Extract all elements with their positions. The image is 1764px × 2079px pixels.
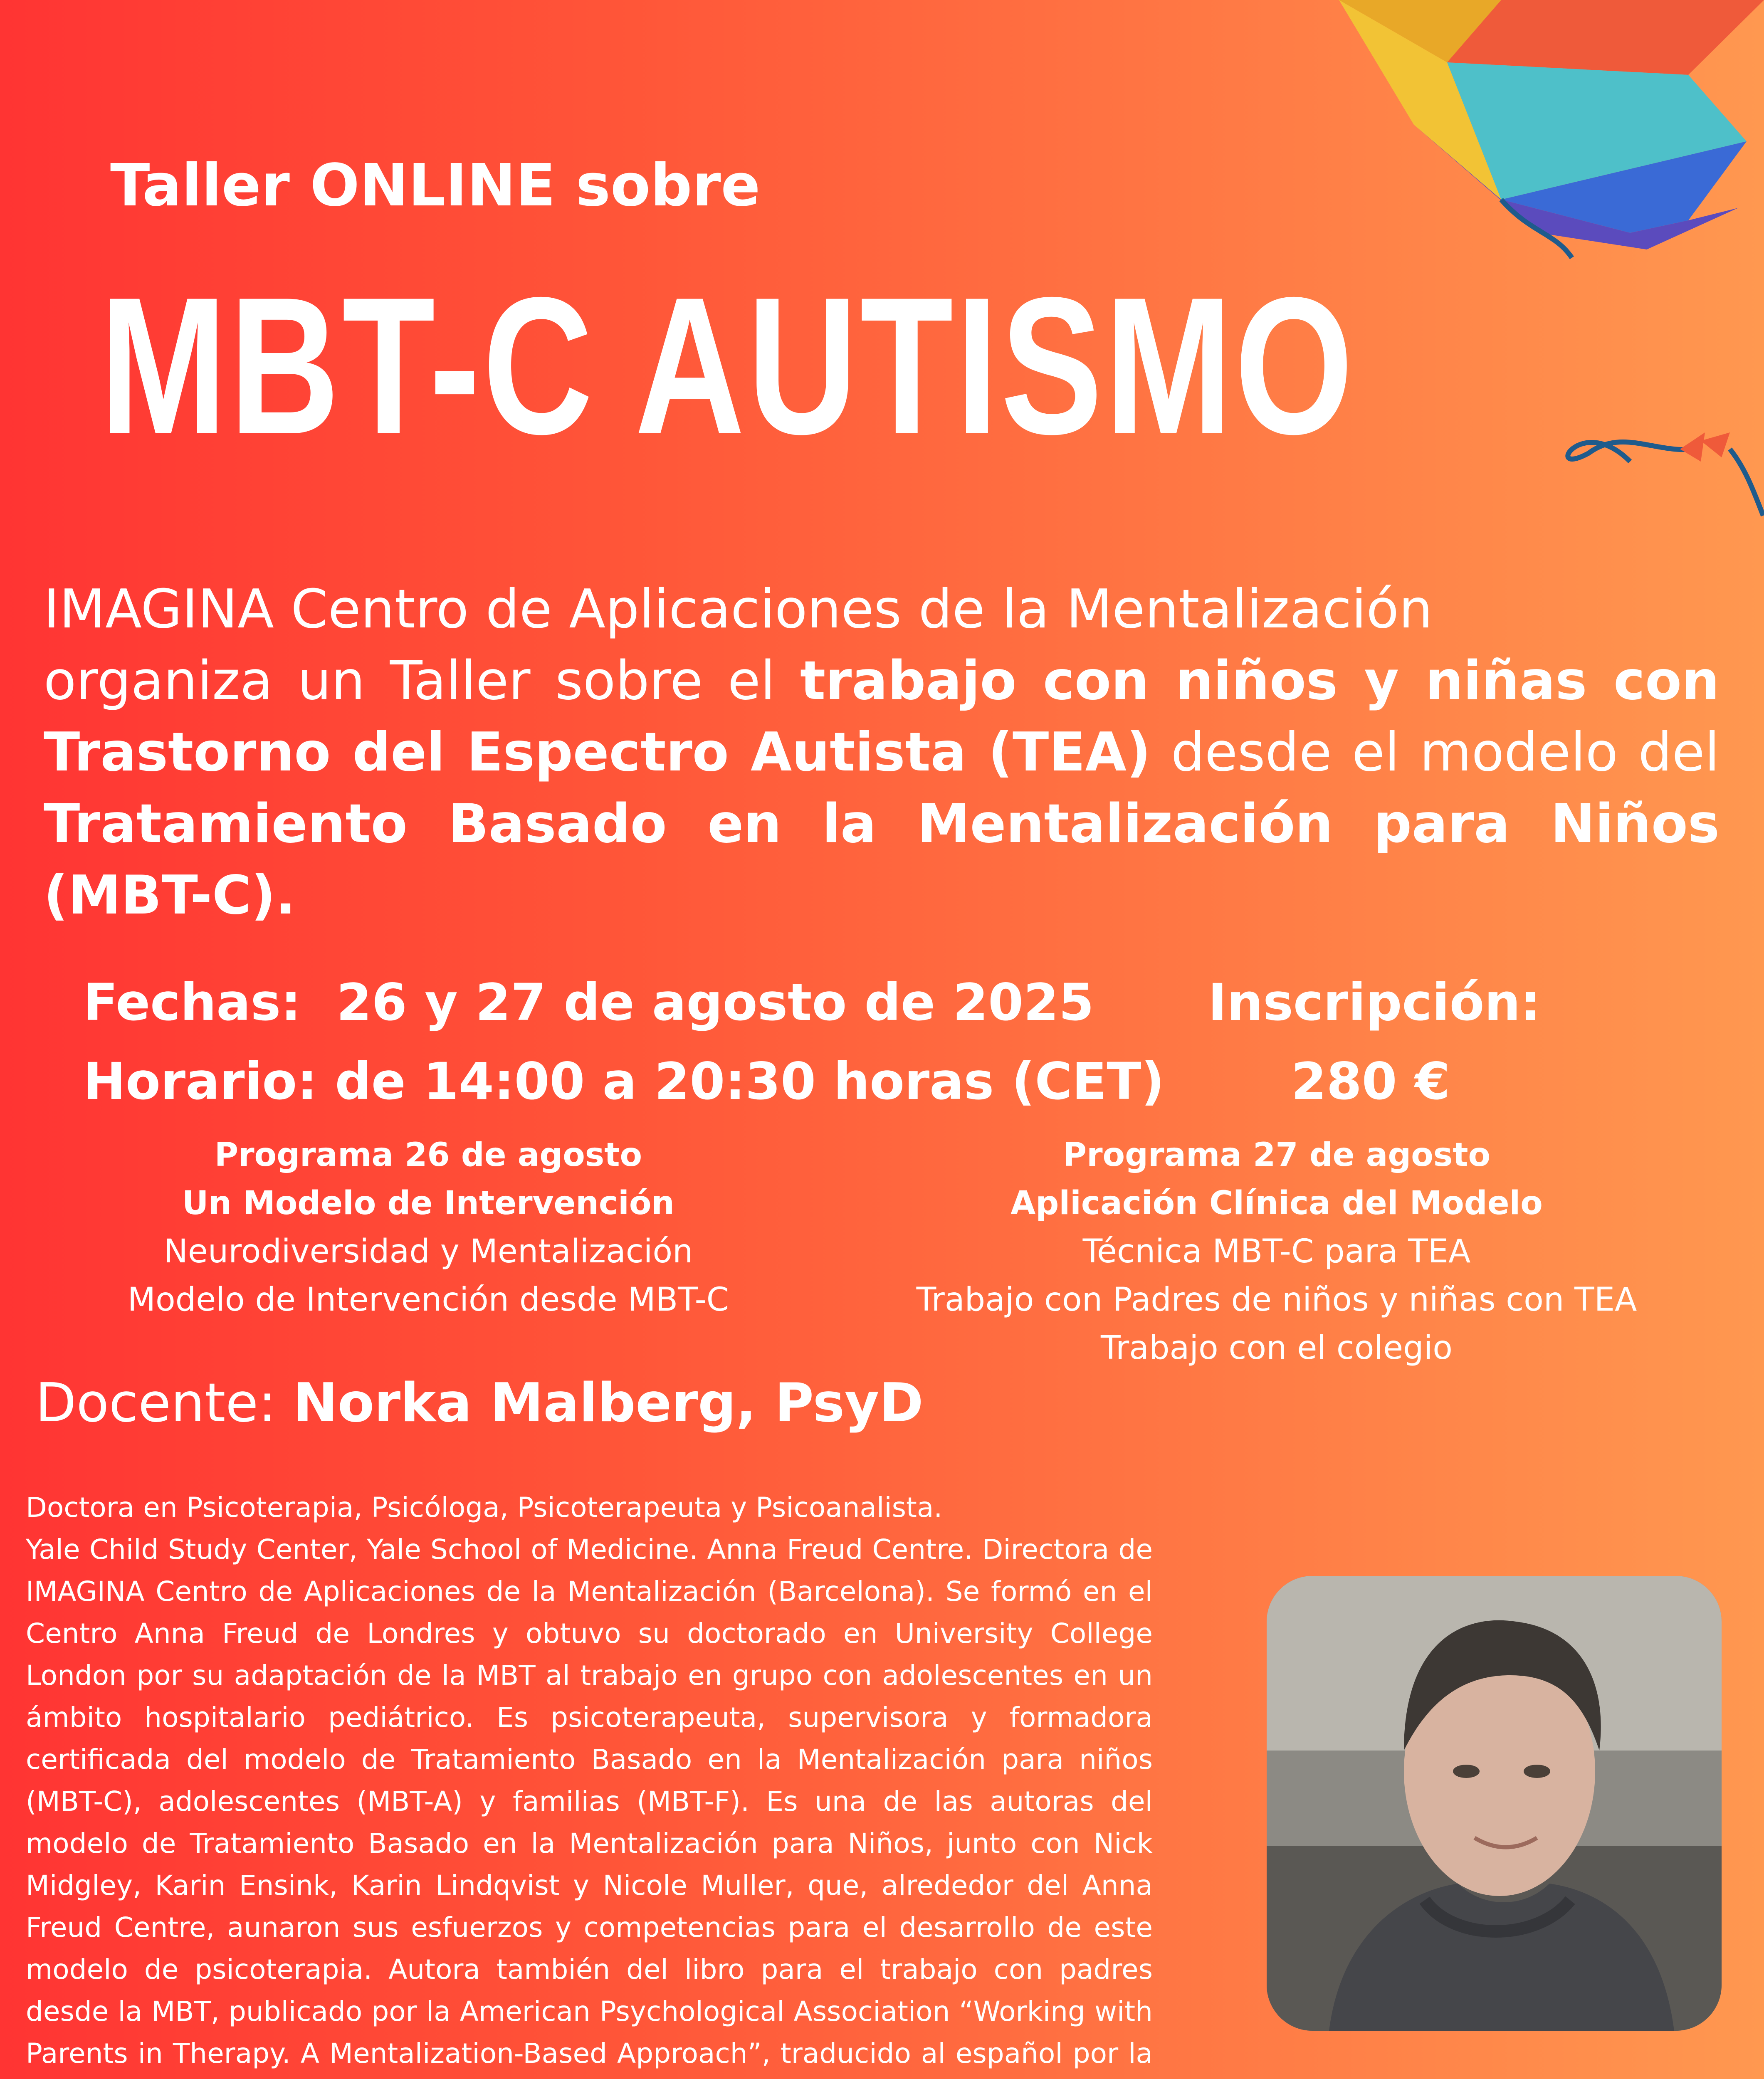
intro-text-2: organiza un Taller sobre el xyxy=(44,650,800,712)
program-item: Técnica MBT-C para TEA xyxy=(1082,1233,1471,1270)
docente-bio xyxy=(26,1486,1153,2079)
bio-line-1: Doctora en Psicoterapia, Psicóloga, Psicoterapeuta y Psicoanalista. xyxy=(26,1491,943,1523)
program-subheading: Un Modelo de Intervención xyxy=(182,1185,674,1222)
docente-heading xyxy=(35,1372,924,1434)
subtitle: Taller ONLINE sobre xyxy=(110,152,761,220)
kite-string-icon xyxy=(1555,387,1764,528)
docente-name: Norka Malberg, PsyD xyxy=(293,1372,924,1434)
intro-line-1: IMAGINA Centro de Aplicaciones de la Mentalización xyxy=(44,578,1433,640)
inscripcion-label: Inscripción: xyxy=(1208,973,1541,1032)
intro-paragraph xyxy=(44,574,1720,931)
intro-bold-2: Tratamiento Basado en la Mentalización para Niños (MBT-C). xyxy=(44,793,1720,926)
docente-label: Docente: xyxy=(35,1372,293,1434)
horario-row xyxy=(83,1052,1164,1111)
fechas-label: Fechas: xyxy=(83,973,301,1032)
docente-photo xyxy=(1267,1576,1722,2031)
program-heading: Programa 27 de agosto xyxy=(1062,1136,1491,1174)
program-heading: Programa 26 de agosto xyxy=(214,1136,642,1174)
horario-label: Horario: xyxy=(83,1052,317,1111)
program-day-2 xyxy=(902,1131,1651,1372)
portrait-image xyxy=(1267,1576,1722,2031)
program-item: Modelo de Intervención desde MBT-C xyxy=(127,1281,729,1319)
bio-text: Yale Child Study Center, Yale School of Medicine. Anna Freud Centre. Directora de IMAGINA Centro de Aplicaciones de la Mentalización (Barcelona). Se formó en el Centro Anna Freud de Londres y obtuvo su doctorado en University College London por su adaptación de la MBT al trabajo en grupo con adolescentes en un ámbito hospitalario pediátrico. Es psicoterapeuta, supervisora y formadora certificada del modelo de Tratamiento Basado en la Mentalización para niños (MBT-C), adolescentes (MBT-A) y familias (MBT-F). Es una de las autoras del modelo de Tratamiento Basado en la Mentalización para Niños, junto con Nick Midgley, Karin Ensink, Karin Lindqvist y Nicole Muller, que, alrededor del Anna Freud Centre, aunaron sus esfuerzos y competencias para el desarrollo de este modelo de psicoterapia. Autora también del libro para el trabajo con padres desde la MBT, publicado por la American Psychological Association “Working with Parents in Therapy. A Mentalization-Based Approach”, traducido al español por la xyxy=(26,1533,1153,2069)
fechas-value: 26 y 27 de agosto de 2025 xyxy=(336,973,1094,1032)
intro-bold-1: trabajo con niños y niñas con Trastorno del Espectro Autista (TEA) xyxy=(44,650,1720,783)
program-item: Neurodiversidad y Mentalización xyxy=(163,1233,693,1270)
program-subheading: Aplicación Clínica del Modelo xyxy=(1010,1185,1543,1222)
intro-text-3: desde el modelo del xyxy=(1151,721,1720,783)
inscripcion-price: 280 € xyxy=(1291,1052,1450,1111)
fechas-row xyxy=(83,973,1094,1032)
page-title: MBT-C AUTISMO xyxy=(100,257,1356,475)
horario-value: de 14:00 a 20:30 horas (CET) xyxy=(335,1052,1165,1111)
program-item: Trabajo con el colegio xyxy=(1100,1329,1453,1367)
program-day-1 xyxy=(54,1131,803,1324)
program-item: Trabajo con Padres de niños y niñas con TEA xyxy=(916,1281,1637,1319)
